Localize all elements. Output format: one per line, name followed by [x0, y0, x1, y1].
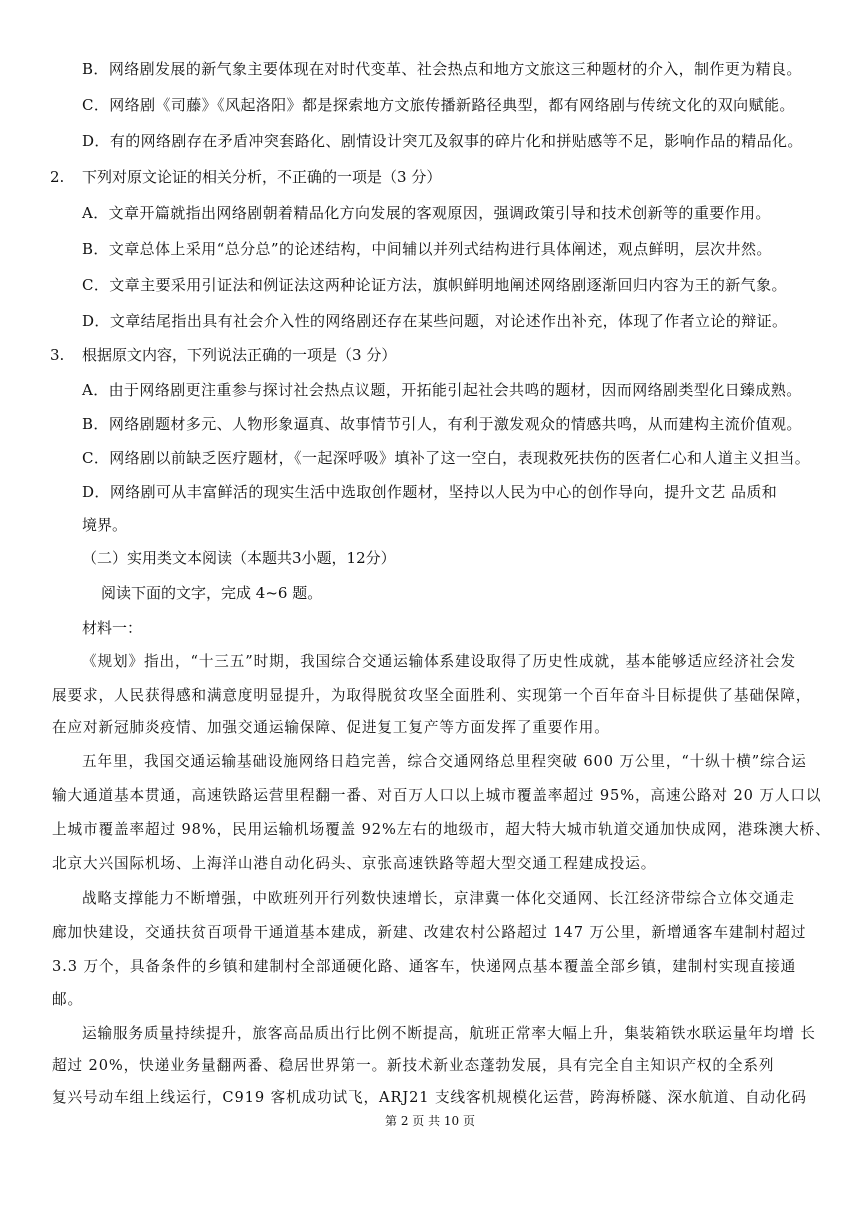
material-p1-line1: 《规划》指出，“十三五”时期，我国综合交通运输体系建设取得了历史性成就，基本能够适应经济社会发: [82, 653, 796, 670]
q3-number: 3.: [50, 346, 65, 364]
material-p1-line2: 展要求，人民获得感和满意度明显提升，为取得脱贫攻坚全面胜利、实现第一个百年奋斗目标提供了基础保障，: [52, 687, 812, 704]
material-p4-line3: 复兴号动车组上线运行，C919 客机成功试飞，ARJ21 支线客机规模化运营，跨海桥隧、深水航道、自动化码: [52, 1089, 807, 1106]
q1-option-d: D．有的网络剧存在矛盾冲突套路化、剧情设计突兀及叙事的碎片化和拼贴感等不足，影响作品的精品化。: [82, 132, 803, 150]
material-label: 材料一：: [82, 619, 143, 637]
q2-option-d: D．文章结尾指出具有社会介入性的网络剧还存在某些问题，对论述作出补充，体现了作者立论的辩证。: [82, 312, 788, 330]
material-p4-line1: 运输服务质量持续提升，旅客高品质出行比例不断提高，航班正常率大幅上升，集装箱铁水联运量年均增 长: [82, 1025, 816, 1042]
q3-option-a: A．由于网络剧更注重参与探讨社会热点议题，开拓能引起社会共鸣的题材，因而网络剧类型化日臻成熟。: [82, 381, 802, 399]
material-p2-line3: 上城市覆盖率超过 98%，民用运输机场覆盖 92%左右的地级市，超大特大城市轨道交通加快成网，港珠澳大桥、: [52, 821, 831, 838]
material-p4-line2: 超过 20%，快递业务量翻两番、稳居世界第一。新技术新业态蓬勃发展，具有完全自主知识产权的全系列: [52, 1057, 775, 1074]
q2-option-b: B．文章总体上采用“总分总”的论述结构，中间辅以并列式结构进行具体阐述，观点鲜明，层次井然。: [82, 240, 772, 258]
material-p3-line2: 廊加快建设，交通扶贫百项骨干通道基本建成，新建、改建农村公路超过 147 万公里，新增通客车建制村超过: [52, 924, 807, 941]
material-p2-line2: 输大通道基本贯通，高速铁路运营里程翻一番、对百万人口以上城市覆盖率超过 95%，高速公路对 20 万人口以: [52, 787, 822, 804]
material-p1-line3: 在应对新冠肺炎疫情、加强交通运输保障、促进复工复产等方面发挥了重要作用。: [52, 719, 610, 736]
material-p3-line3: 3.3 万个，具备条件的乡镇和建制村全部通硬化路、通客车，快递网点基本覆盖全部乡镇，建制村实现直接通: [52, 958, 797, 975]
q2-number: 2.: [50, 168, 65, 186]
material-p3-line4: 邮。: [52, 991, 83, 1008]
q3-option-c: C．网络剧以前缺乏医疗题材，《一起深呼吸》填补了这一空白，表现救死扶伤的医者仁心和人道主义担当。: [82, 449, 811, 467]
material-p3-line1: 战略支撑能力不断增强，中欧班列开行列数快速增长，京津冀一体化交通网、长江经济带综合立体交通走: [82, 890, 795, 907]
q3-stem: 根据原文内容，下列说法正确的一项是（3 分）: [82, 346, 397, 364]
q3-option-d-line2: 境界。: [82, 516, 128, 534]
q3-option-b: B．网络剧题材多元、人物形象逼真、故事情节引人，有利于激发观众的情感共鸣，从而建构主流价值观。: [82, 415, 802, 433]
q2-stem: 下列对原文论证的相关分析，不正确的一项是（3 分）: [82, 168, 442, 186]
material-p2-line4: 北京大兴国际机场、上海洋山港自动化码头、京张高速铁路等超大型交通工程建成投运。: [52, 855, 657, 872]
section-heading: （二）实用类文本阅读（本题共3小题，12分）: [82, 549, 396, 567]
material-p2-line1: 五年里，我国交通运输基础设施网络日趋完善，综合交通网络总里程突破 600 万公里，“十纵十横”综合运: [82, 753, 807, 770]
q2-option-a: A．文章开篇就指出网络剧朝着精品化方向发展的客观原因，强调政策引导和技术创新等的重要作用。: [82, 204, 771, 222]
page-footer: 第 2 页 共 10 页: [385, 1114, 475, 1128]
q1-option-c: C．网络剧《司藤》《风起洛阳》都是探索地方文旅传播新路径典型，都有网络剧与传统文化的双向赋能。: [82, 96, 795, 114]
q1-option-b: B．网络剧发展的新气象主要体现在对时代变革、社会热点和地方文旅这三种题材的介入，制作更为精良。: [82, 60, 802, 78]
reading-instruction: 阅读下面的文字，完成 4~6 题。: [101, 584, 323, 602]
q3-option-d-line1: D．网络剧可从丰富鲜活的现实生活中选取创作题材，坚持以人民为中心的创作导向，提升文艺 品质和: [82, 483, 778, 501]
q2-option-c: C．文章主要采用引证法和例证法这两种论证方法，旗帜鲜明地阐述网络剧逐渐回归内容为王的新气象。: [82, 276, 787, 294]
